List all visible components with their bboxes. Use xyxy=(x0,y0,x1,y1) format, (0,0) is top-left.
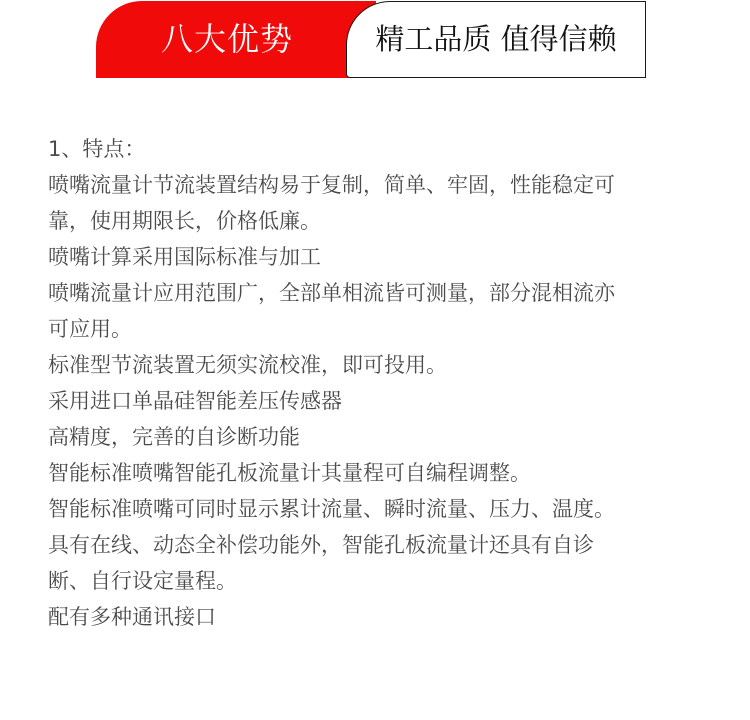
feature-line: 喷嘴流量计节流装置结构易于复制，简单、牢固，性能稳定可 xyxy=(48,173,615,197)
header-right-title: 精工品质 值得信赖 xyxy=(375,22,617,56)
feature-line: 1、特点： xyxy=(48,137,146,161)
feature-line: 智能标准喷嘴可同时显示累计流量、瞬时流量、压力、温度。 xyxy=(48,497,615,521)
feature-line: 靠，使用期限长，价格低廉。 xyxy=(48,209,321,233)
features-text-block xyxy=(48,131,708,635)
feature-line: 可应用。 xyxy=(48,317,132,341)
feature-line: 配有多种通讯接口 xyxy=(48,605,216,629)
section-header xyxy=(96,1,646,78)
feature-line: 智能标准喷嘴智能孔板流量计其量程可自编程调整。 xyxy=(48,461,531,485)
feature-line: 喷嘴流量计应用范围广，全部单相流皆可测量，部分混相流亦 xyxy=(48,281,615,305)
header-left-title: 八大优势 xyxy=(160,20,293,58)
feature-line: 具有在线、动态全补偿功能外，智能孔板流量计还具有自诊 xyxy=(48,533,594,557)
feature-line: 标准型节流装置无须实流校准，即可投用。 xyxy=(48,353,447,377)
feature-line: 断、自行设定量程。 xyxy=(48,569,237,593)
feature-line: 高精度，完善的自诊断功能 xyxy=(48,425,300,449)
feature-line: 喷嘴计算采用国际标准与加工 xyxy=(48,245,321,269)
feature-line: 采用进口单晶硅智能差压传感器 xyxy=(48,389,342,413)
